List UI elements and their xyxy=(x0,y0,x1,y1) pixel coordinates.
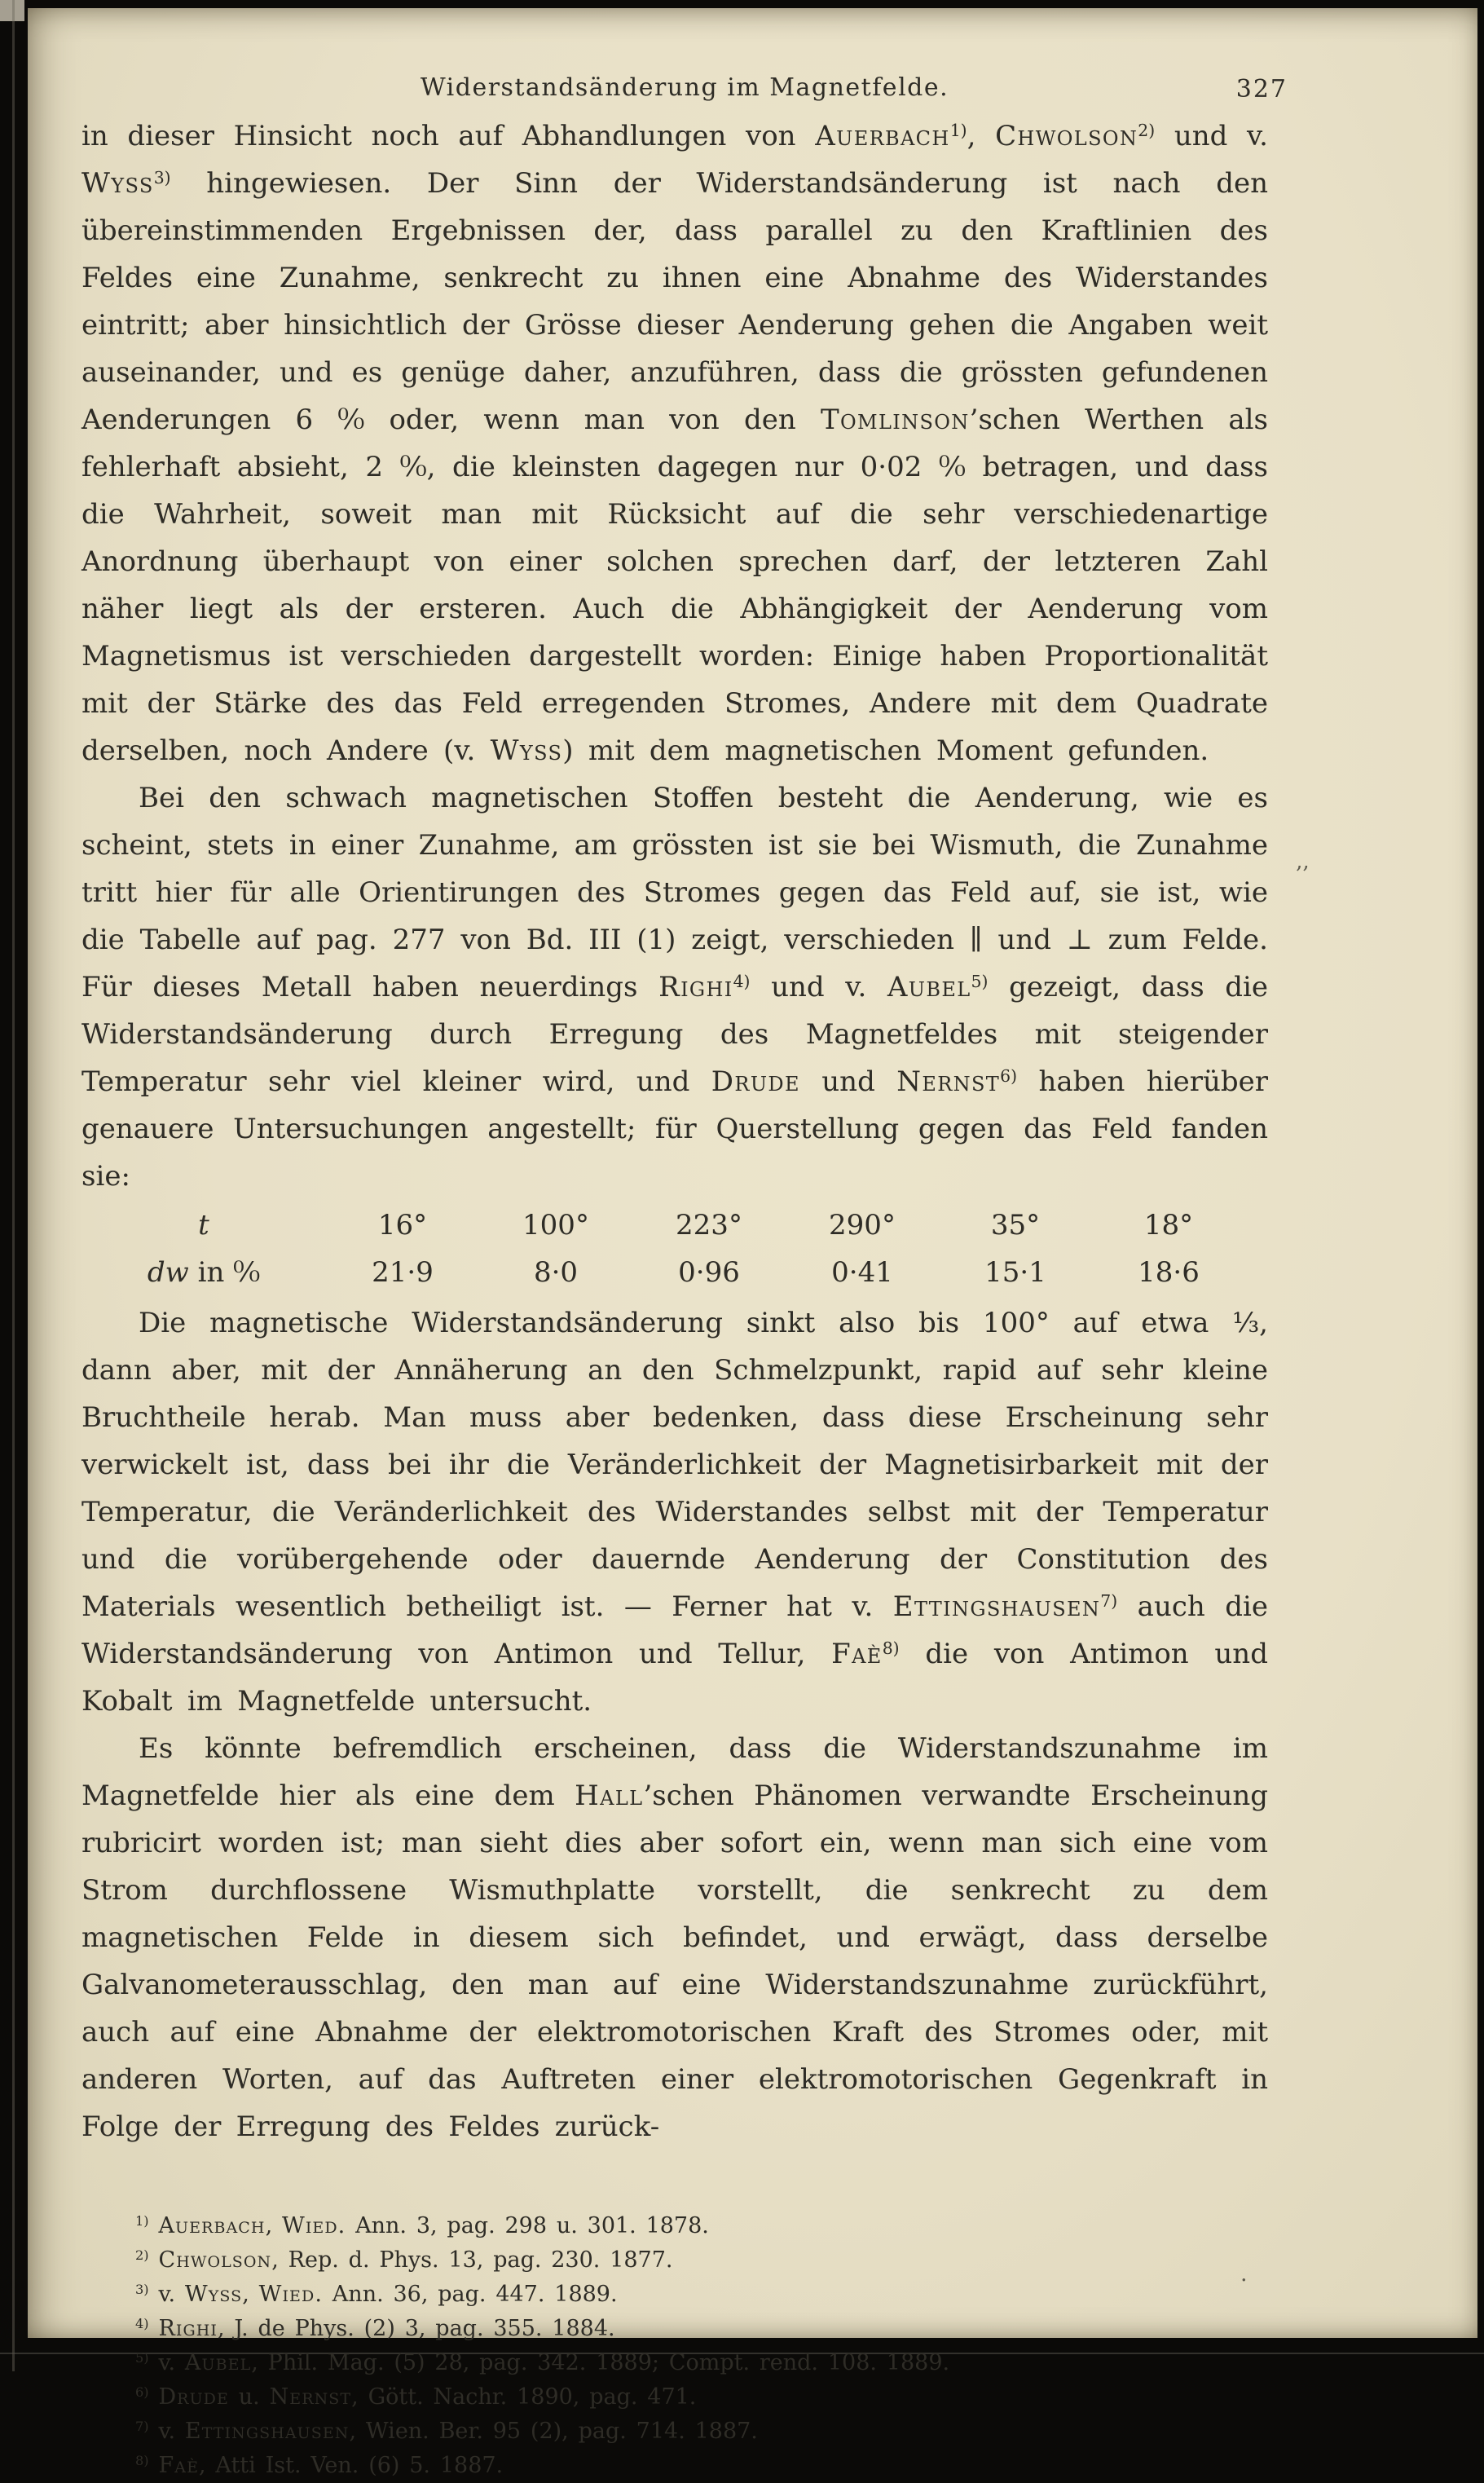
table-cell: 21·9 xyxy=(372,1256,434,1289)
running-title: Widerstandsänderung im Magnetfelde. xyxy=(420,73,949,102)
footnote-2: $^{2)}$ Chwolson, Rep. d. Phys. 13, pag. 230. 1877. xyxy=(135,2247,673,2273)
table-cell: 100° xyxy=(522,1209,589,1242)
paragraph-2: Bei den schwach magnetischen Stoffen besteht die Aenderung, wie es scheint, stets in einer Zunahme, am grössten ist sie bei Wismuth, die Zunahme tritt hier für alle Orientirungen des Stromes gegen das Feld auf, sie ist, wie die Tabelle auf pag. 277 von Bd. III (1) zeigt, verschieden ∥ und ⊥ zum Felde. Für dieses Metall haben neuerdings Righi$^{4)}$ und v. Aubel$^{5)}$ gezeigt, dass die Widerstandsänderung durch Erregung des Magnetfeldes mit steigender Temperatur sehr viel kleiner wird, und Drude und Nernst$^{6)}$ haben hierüber genauere Untersuchungen angestellt; für Querstellung gegen das Feld fanden sie: xyxy=(81,782,1268,1193)
scan-left-edge-line xyxy=(12,0,15,2371)
table-cell: 18° xyxy=(1143,1209,1194,1242)
table-cell: 290° xyxy=(829,1209,896,1242)
table-row-label: dw in ⁰⁄₀ xyxy=(147,1256,261,1289)
footnote-3: $^{3)}$ v. Wyss, Wied. Ann. 36, pag. 447. 1889. xyxy=(135,2282,618,2307)
table-cell: 35° xyxy=(990,1209,1041,1242)
page-number: 327 xyxy=(1235,75,1288,104)
footnote-6: $^{6)}$ Drude u. Nernst, Gött. Nachr. 1890, pag. 471. xyxy=(135,2384,697,2410)
scan-artifact-margin-mark: ‚‚ xyxy=(1296,849,1310,874)
page-content xyxy=(81,112,1268,2483)
table-cell: 8·0 xyxy=(533,1256,579,1289)
footnote-7: $^{7)}$ v. Ettingshausen, Wien. Ber. 95 (2), pag. 714. 1887. xyxy=(135,2419,758,2444)
temperature-measurement-table xyxy=(81,1202,1268,1296)
table-cell: 0·96 xyxy=(678,1256,740,1289)
table-cell: 223° xyxy=(676,1209,742,1242)
table-cell: 18·6 xyxy=(1138,1256,1200,1289)
table-cell: 16° xyxy=(377,1209,428,1242)
paragraph-4: Es könnte befremdlich erscheinen, dass die Widerstandszunahme im Magnetfelde hier als eine dem Hall’schen Phänomen verwandte Erscheinung rubricirt worden ist; man sieht dies aber sofort ein, wenn man sich eine vom Strom durchflossene Wismuthplatte vorstellt, die senkrecht zu dem magnetischen Felde in diesem sich befindet, und erwägt, dass derselbe Galvanometerausschlag, den man auf eine Widerstandszunahme zurückführt, auch auf eine Abnahme der elektromotorischen Kraft des Stromes oder, mit anderen Worten, auf das Auftreten einer elektromotorischen Gegenkraft in Folge der Erregung des Feldes zurück- xyxy=(81,1732,1269,2143)
footnote-5: $^{5)}$ v. Aubel, Phil. Mag. (5) 28, pag. 342. 1889; Compt. rend. 108. 1889. xyxy=(135,2350,950,2375)
table-row-resistance-change xyxy=(81,1249,1247,1296)
footnote-8: $^{8)}$ Faè, Atti Ist. Ven. (6) 5. 1887. xyxy=(135,2453,504,2478)
table-cell: 0·41 xyxy=(831,1256,893,1289)
paragraph-3: Die magnetische Widerstandsänderung sinkt also bis 100° auf etwa ⅓, dann aber, mit der Annäherung an den Schmelzpunkt, rapid auf sehr kleine Bruchtheile herab. Man muss aber bedenken, dass diese Erscheinung sehr verwickelt ist, dass bei ihr die Veränderlichkeit der Magnetisirbarkeit mit der Temperatur, die Veränderlichkeit des Widerstandes selbst mit der Temperatur und die vorübergehende oder dauernde Aenderung der Constitution des Materials wesentlich betheiligt ist. — Ferner hat v. Ettingshausen$^{7)}$ auch die Widerstandsänderung von Antimon und Tellur, Faè$^{8)}$ die von Antimon und Kobalt im Magnetfelde untersucht. xyxy=(81,1307,1268,1718)
page-header xyxy=(81,73,1288,102)
scan-artifact-stray-dot: . xyxy=(1240,2261,1248,2287)
paragraph-1: in dieser Hinsicht noch auf Abhandlungen von Auerbach$^{1)}$, Chwolson$^{2)}$ und v. Wyss$^{3)}$ hingewiesen. Der Sinn der Widerstandsänderung ist nach den übereinstimmenden Ergebnissen der, dass parallel zu den Kraftlinien des Feldes eine Zunahme, senkrecht zu ihnen eine Abnahme des Widerstandes eintritt; aber hinsichtlich der Grösse dieser Aenderung gehen die Angaben weit auseinander, und es genüge daher, anzuführen, dass die grössten gefundenen Aenderungen 6 ⁰⁄₀ oder, wenn man von den Tomlinson’schen Werthen als fehlerhaft absieht, 2 ⁰⁄₀, die kleinsten dagegen nur 0·02 ⁰⁄₀ betragen, und dass die Wahrheit, soweit man mit Rücksicht auf die sehr verschiedenartige Anordnung überhaupt von einer solchen sprechen darf, der letzteren Zahl näher liegt als der ersteren. Auch die Abhängigkeit der Aenderung vom Magnetismus ist verschieden dargestellt worden: Einige haben Proportionalität mit der Stärke des das Feld erregenden Stromes, Andere mit dem Quadrate derselben, noch Andere (v. Wyss) mit dem magnetischen Moment gefunden. xyxy=(81,120,1268,767)
table-cell: 15·1 xyxy=(984,1256,1046,1289)
footnote-1: $^{1)}$ Auerbach, Wied. Ann. 3, pag. 298 u. 301. 1878. xyxy=(135,2213,709,2238)
footnotes xyxy=(81,2209,1268,2483)
book-page xyxy=(28,8,1477,2478)
table-row-label: t xyxy=(198,1209,209,1242)
footnote-4: $^{4)}$ Righi, J. de Phys. (2) 3, pag. 355. 1884. xyxy=(135,2316,615,2341)
table-row-temperature xyxy=(81,1202,1247,1249)
